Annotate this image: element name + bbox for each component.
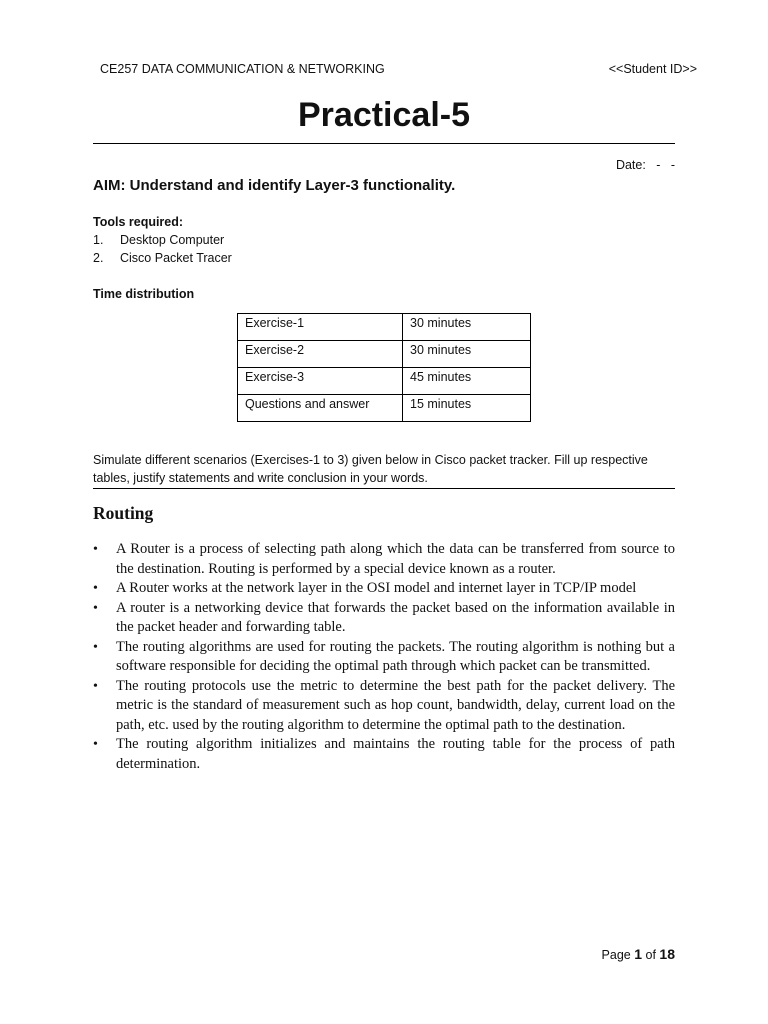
bullet-text: The routing protocols use the metric to determine the best path for the packet delivery. The metric is the standard of measurement such as hop count, bandwidth, delay, current load on the path, etc. used by the routing algorithm to determine the optimal path to the destination. [116, 677, 675, 733]
table-cell-duration: 30 minutes [403, 341, 531, 368]
list-item [93, 638, 675, 677]
table-cell-activity: Exercise-3 [238, 368, 403, 395]
time-distribution-table [237, 313, 531, 422]
tool-item-label: Cisco Packet Tracer [120, 251, 232, 265]
bullet-icon: • [93, 639, 98, 655]
table-row [238, 341, 531, 368]
list-item [93, 735, 675, 774]
of-word: of [645, 948, 656, 962]
table-cell-activity: Exercise-1 [238, 314, 403, 341]
table-cell-duration: 30 minutes [403, 314, 531, 341]
routing-heading: Routing [93, 503, 154, 523]
table-row [238, 395, 531, 422]
instructions-text: Simulate different scenarios (Exercises-1 to 3) given below in Cisco packet tracker. Fill up respective tables, justify statements and write conclusion in your words. [93, 453, 648, 485]
page-title: Practical-5 [298, 96, 470, 134]
tool-item-number: 2. [93, 251, 104, 265]
instructions-rule [93, 488, 675, 489]
list-item [93, 540, 675, 579]
bullet-icon: • [93, 542, 98, 557]
tool-item [93, 233, 224, 247]
tools-heading: Tools required: [93, 215, 184, 229]
page-word: Page [601, 948, 631, 962]
page-number [602, 946, 675, 962]
current-page: 1 [634, 946, 643, 962]
header-student-id: <<Student ID>> [608, 62, 697, 76]
table-cell-duration: 15 minutes [403, 395, 531, 422]
tool-item [93, 251, 232, 265]
bullet-icon: • [93, 678, 98, 694]
list-item [93, 579, 675, 599]
total-pages: 18 [659, 946, 675, 962]
bullet-icon: • [93, 581, 98, 596]
table-cell-activity: Questions and answer [238, 395, 403, 422]
table-cell-activity: Exercise-2 [238, 341, 403, 368]
bullet-text: A Router is a process of selecting path along which the data can be transferred from source to the destination. Routing is performed by a special device known as a router. [116, 541, 675, 577]
bullet-text: The routing algorithms are used for routing the packets. The routing algorithm is nothing but a software responsible for deciding the optimal path through which packet can be transmitted. [116, 638, 675, 674]
bullet-text: A Router works at the network layer in the OSI model and internet layer in TCP/IP model [116, 580, 637, 596]
aim-heading: AIM: Understand and identify Layer-3 functionality. [93, 177, 456, 194]
title-rule [93, 143, 675, 144]
bullet-text: A router is a networking device that forwards the packet based on the information available in the packet header and forwarding table. [116, 599, 675, 635]
bullet-icon: • [93, 600, 98, 616]
routing-bullet-list [93, 540, 675, 774]
table-row [238, 368, 531, 395]
tool-item-number: 1. [93, 233, 104, 247]
table-row [238, 314, 531, 341]
date-field: Date: - - [615, 158, 675, 172]
tool-item-label: Desktop Computer [120, 233, 225, 247]
list-item [93, 599, 675, 638]
header-course: CE257 DATA COMMUNICATION & NETWORKING [100, 62, 385, 76]
bullet-text: The routing algorithm initializes and maintains the routing table for the process of path determination. [116, 736, 675, 772]
time-distribution-heading: Time distribution [93, 287, 195, 301]
table-cell-duration: 45 minutes [403, 368, 531, 395]
list-item [93, 677, 675, 736]
bullet-icon: • [93, 737, 98, 752]
